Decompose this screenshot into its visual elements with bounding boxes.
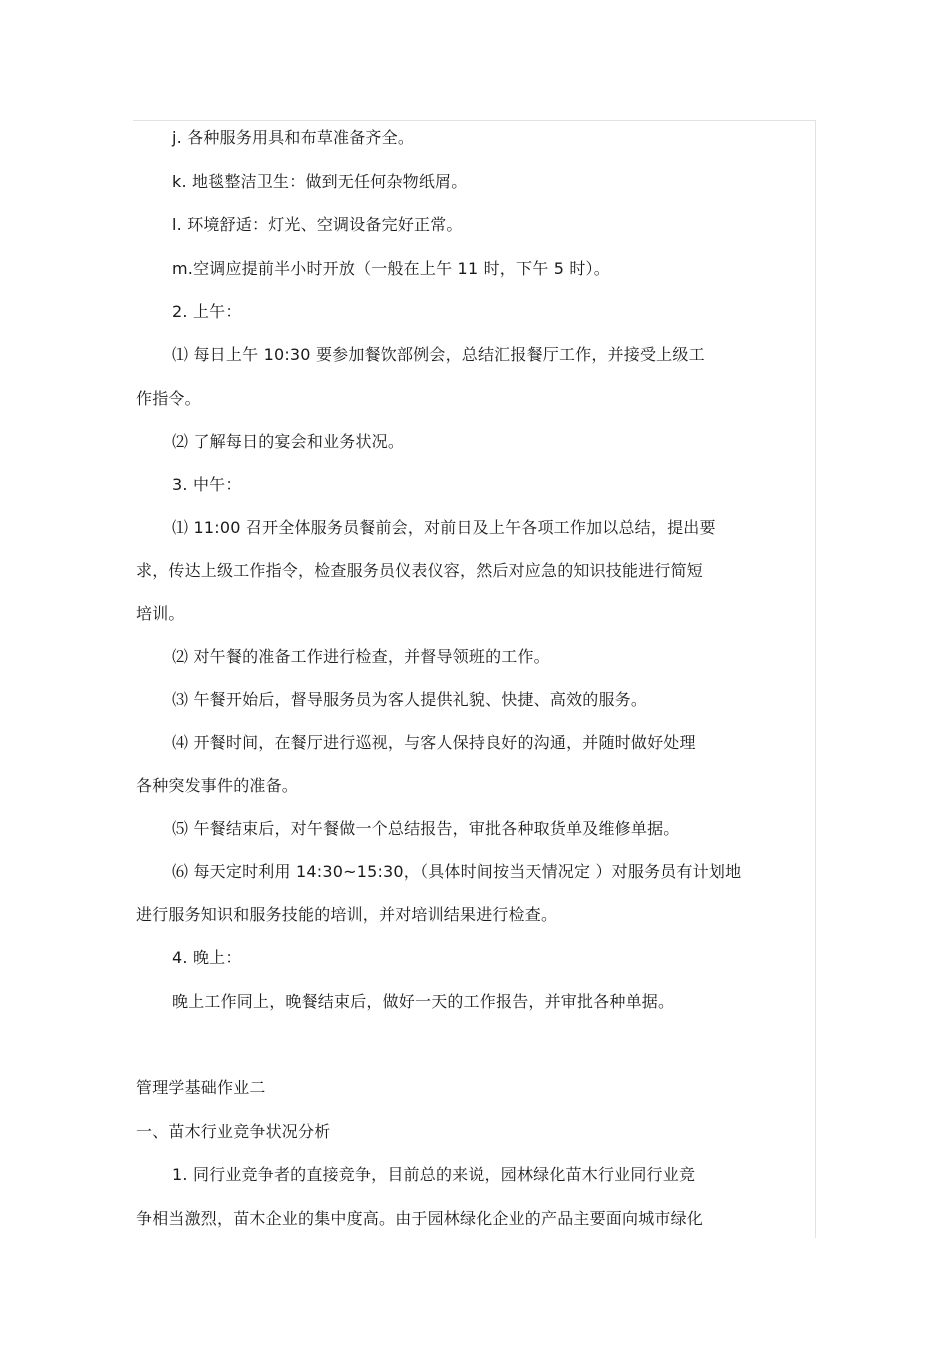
noon-item-1-cont-2: 培训。 — [136, 604, 185, 623]
item-m: m.空调应提前半小时开放（一般在上午 11 时，下午 5 时）。 — [172, 259, 610, 278]
noon-item-5: ⑸ 午餐结束后，对午餐做一个总结报告，审批各种取货单及维修单据。 — [172, 819, 680, 838]
evening-text: 晚上工作同上，晚餐结束后，做好一天的工作报告，并审批各种单据。 — [172, 992, 675, 1011]
item-k: k. 地毯整洁卫生：做到无任何杂物纸屑。 — [172, 172, 468, 191]
morning-item-1-cont: 作指令。 — [136, 389, 201, 408]
item-j: j. 各种服务用具和布草准备齐全。 — [172, 128, 415, 147]
section-noon-heading: 3. 中午： — [172, 475, 242, 494]
section-1-heading: 一、苗木行业竞争状况分析 — [136, 1122, 331, 1141]
page-border-right — [815, 120, 816, 1238]
noon-item-4: ⑷ 开餐时间，在餐厅进行巡视，与客人保持良好的沟通，并随时做好处理 — [172, 733, 696, 752]
assignment-title: 管理学基础作业二 — [136, 1078, 266, 1097]
section-1-para-1-cont: 争相当激烈，苗木企业的集中度高。由于园林绿化企业的产品主要面向城市绿化 — [136, 1209, 704, 1228]
section-evening-heading: 4. 晚上： — [172, 948, 242, 967]
noon-item-1: ⑴ 11:00 召开全体服务员餐前会，对前日及上午各项工作加以总结，提出要 — [172, 518, 716, 537]
noon-item-6: ⑹ 每天定时利用 14:30~15:30，（具体时间按当天情况定 ）对服务员有计划地 — [172, 862, 742, 881]
morning-item-2: ⑵ 了解每日的宴会和业务状况。 — [172, 432, 405, 451]
noon-item-1-cont-1: 求，传达上级工作指令，检查服务员仪表仪容，然后对应急的知识技能进行简短 — [136, 561, 704, 580]
page-border-top — [133, 120, 816, 121]
section-1-para-1: 1. 同行业竞争者的直接竞争，目前总的来说，园林绿化苗木行业同行业竞 — [172, 1165, 696, 1184]
noon-item-6-cont: 进行服务知识和服务技能的培训，并对培训结果进行检查。 — [136, 905, 558, 924]
item-l: l. 环境舒适：灯光、空调设备完好正常。 — [172, 215, 463, 234]
noon-item-2: ⑵ 对午餐的准备工作进行检查，并督导领班的工作。 — [172, 647, 550, 666]
noon-item-4-cont: 各种突发事件的准备。 — [136, 776, 299, 795]
noon-item-3: ⑶ 午餐开始后，督导服务员为客人提供礼貌、快捷、高效的服务。 — [172, 690, 648, 709]
morning-item-1: ⑴ 每日上午 10:30 要参加餐饮部例会，总结汇报餐厅工作，并接受上级工 — [172, 345, 705, 364]
section-morning-heading: 2. 上午： — [172, 302, 242, 321]
